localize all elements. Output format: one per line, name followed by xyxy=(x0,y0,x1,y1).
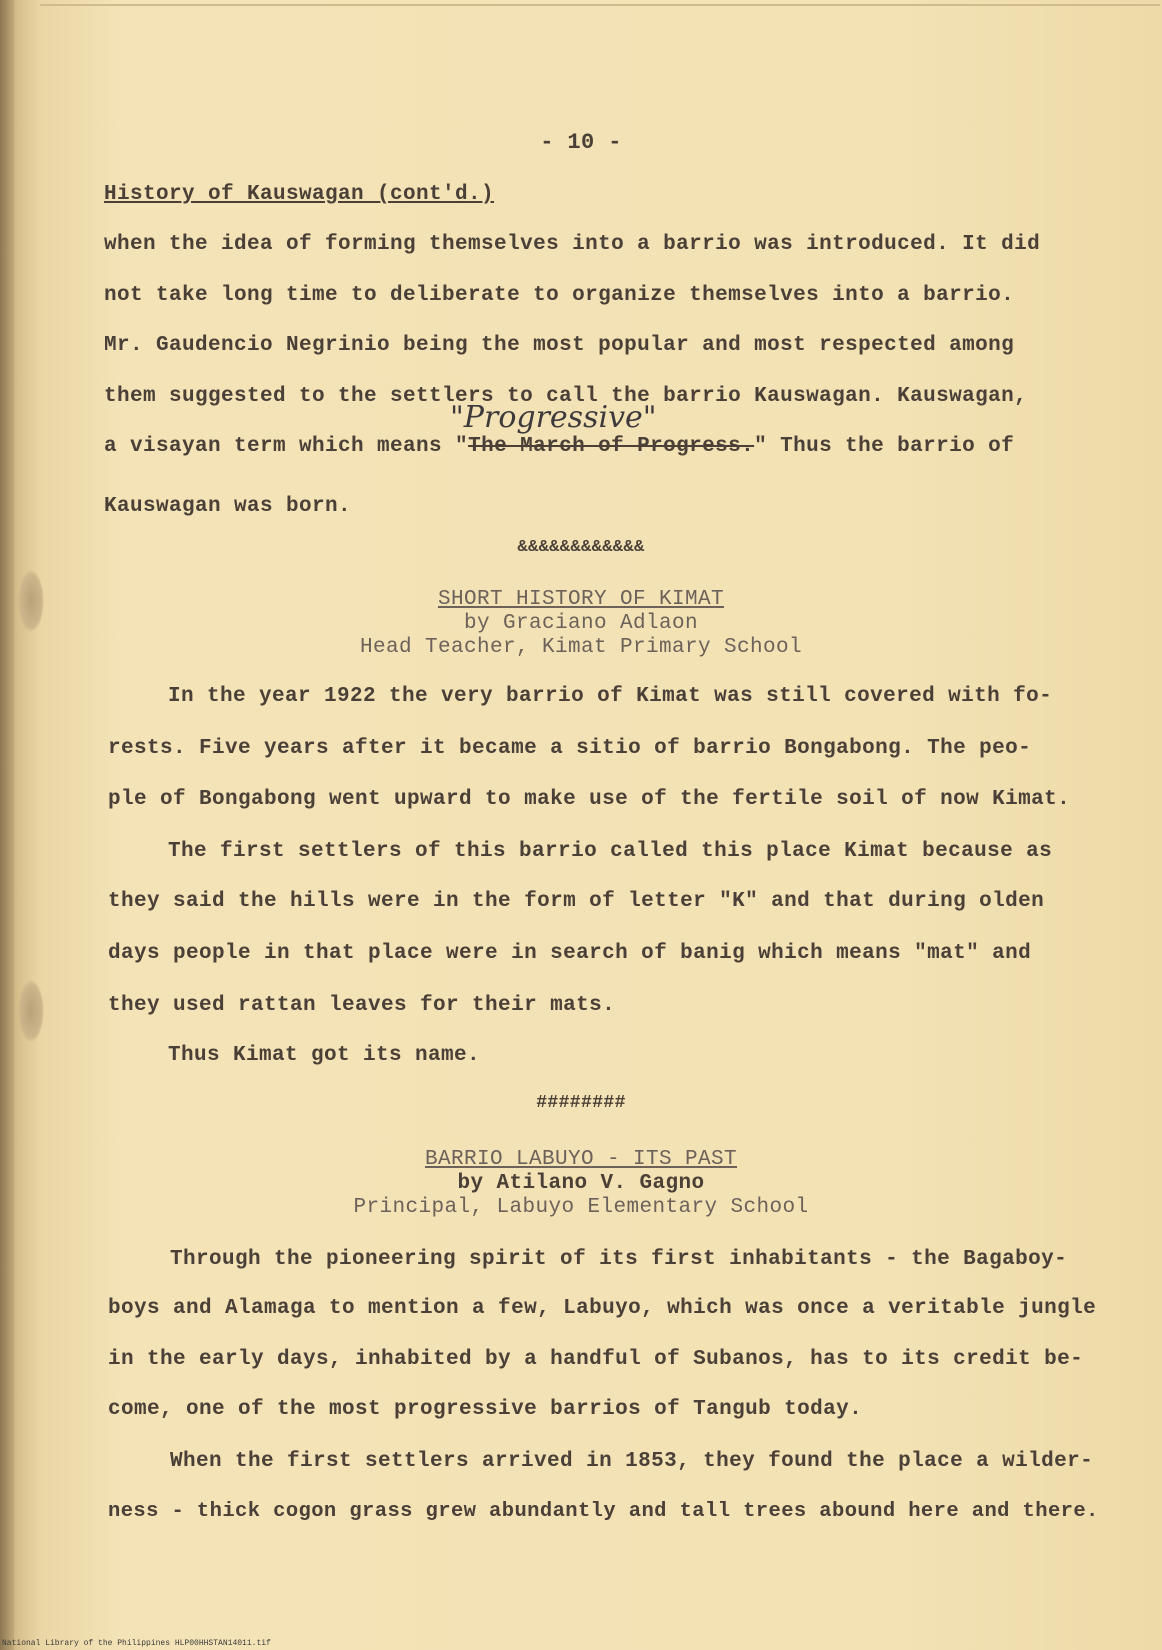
kauswagan-title: History of Kauswagan (cont'd.) xyxy=(104,183,495,206)
kauswagan-line-1: when the idea of forming themselves into a barrio was introduced. It did xyxy=(104,233,1041,256)
separator-ampersands: &&&&&&&&&&&& xyxy=(517,538,645,557)
kauswagan-line-3: Mr. Gaudencio Negrinio being the most popular and most respected among xyxy=(104,334,1015,357)
kauswagan-line-4: them suggested to the settlers to call the barrio Kauswagan. Kauswagan, xyxy=(104,385,1028,408)
kimat-line-8: Thus Kimat got its name. xyxy=(168,1044,481,1067)
kimat-line-6: days people in that place were in search of banig which means "mat" and xyxy=(108,942,1032,965)
kimat-position: Head Teacher, Kimat Primary School xyxy=(359,636,803,659)
kimat-line-7: they used rattan leaves for their mats. xyxy=(108,994,616,1017)
kimat-title: SHORT HISTORY OF KIMAT xyxy=(437,588,725,611)
line-5-prefix: a visayan term which means " xyxy=(104,435,469,458)
kimat-line-4: The first settlers of this barrio called this place Kimat because as xyxy=(168,840,1053,863)
page-top-edge xyxy=(40,4,1160,6)
kauswagan-line-2: not take long time to deliberate to organize themselves into a barrio. xyxy=(104,284,1015,307)
kimat-byline: by Graciano Adlaon xyxy=(463,612,699,635)
labuyo-line-6: ness - thick cogon grass grew abundantly and tall trees abound here and there. xyxy=(108,1500,1099,1523)
kauswagan-line-5 xyxy=(104,435,1014,458)
kimat-line-3: ple of Bongabong went upward to make use of the fertile soil of now Kimat. xyxy=(108,788,1071,811)
kimat-line-2: rests. Five years after it became a sitio of barrio Bongabong. The peo- xyxy=(108,737,1032,760)
struck-out-text: The March of Progress. xyxy=(468,435,755,458)
labuyo-byline: by Atilano V. Gagno xyxy=(457,1172,705,1195)
kauswagan-line-6: Kauswagan was born. xyxy=(104,495,352,518)
kimat-line-1: In the year 1922 the very barrio of Kimat was still covered with fo- xyxy=(168,685,1053,708)
labuyo-line-5: When the first settlers arrived in 1853, they found the place a wilder- xyxy=(170,1450,1094,1473)
handwritten-correction: "Progressive" xyxy=(450,400,657,435)
punch-hole-lower xyxy=(18,980,44,1042)
kimat-line-5: they said the hills were in the form of letter "K" and that during olden xyxy=(108,890,1045,913)
labuyo-title: BARRIO LABUYO - ITS PAST xyxy=(424,1148,738,1171)
binding-edge xyxy=(0,0,14,1650)
labuyo-position: Principal, Labuyo Elementary School xyxy=(353,1196,809,1219)
separator-hashes: ######## xyxy=(536,1093,626,1113)
page-number: - 10 - xyxy=(540,130,622,155)
labuyo-line-2: boys and Alamaga to mention a few, Labuyo, which was once a veritable jungle xyxy=(108,1297,1097,1320)
scan-footer: National Library of the Philippines HLP00HHSTAN14011.tif xyxy=(2,1639,271,1648)
labuyo-line-1: Through the pioneering spirit of its first inhabitants - the Bagaboy- xyxy=(170,1248,1068,1271)
labuyo-line-4: come, one of the most progressive barrios of Tangub today. xyxy=(108,1398,863,1421)
line-5-suffix: " Thus the barrio of xyxy=(754,435,1015,458)
labuyo-line-3: in the early days, inhabited by a handful of Subanos, has to its credit be- xyxy=(108,1348,1084,1371)
